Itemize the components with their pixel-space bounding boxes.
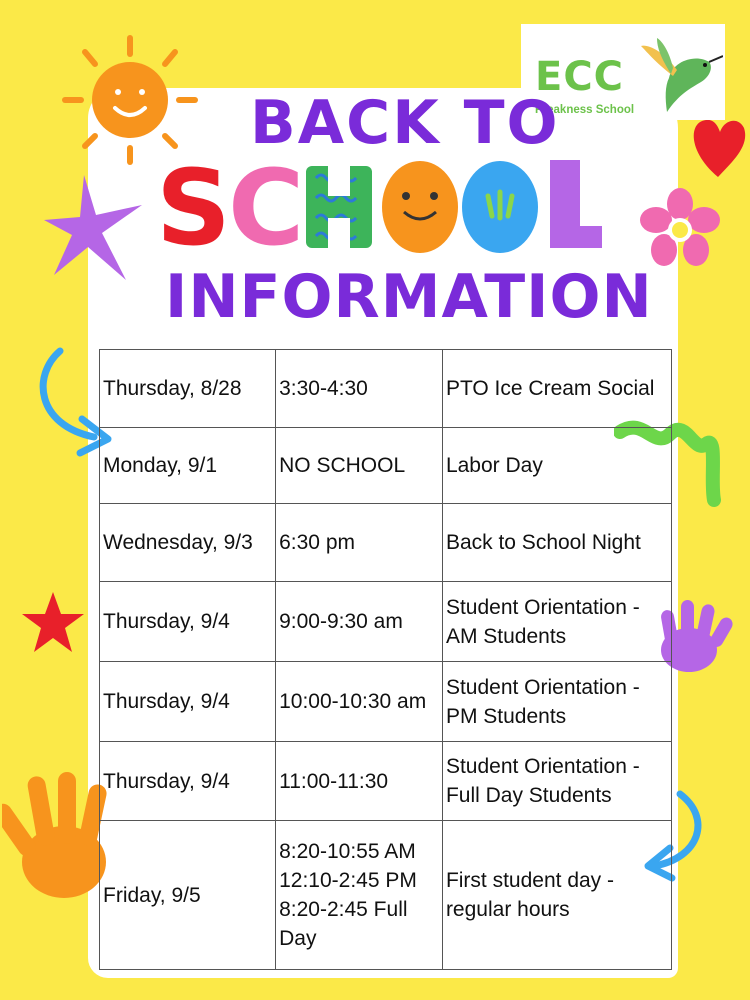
schedule-table [99, 349, 672, 970]
time-cell: 3:30-4:30 [276, 350, 443, 428]
table-row [100, 428, 672, 504]
purple-star-icon [44, 175, 144, 285]
event-cell: Student Orientation - Full Day Students [442, 742, 671, 821]
letter-s: S [156, 152, 231, 262]
date-cell: Wednesday, 9/3 [100, 504, 276, 582]
red-star-icon [20, 590, 86, 656]
table-row [100, 662, 672, 742]
date-cell: Thursday, 9/4 [100, 582, 276, 662]
title-information: INFORMATION [165, 262, 653, 332]
date-cell: Thursday, 9/4 [100, 742, 276, 821]
time-cell: 11:00-11:30 [276, 742, 443, 821]
time-cell: 8:20-10:55 AM 12:10-2:45 PM 8:20-2:45 Full Day [276, 821, 443, 970]
table-row [100, 582, 672, 662]
event-cell: First student day - regular hours [442, 821, 671, 970]
time-cell: NO SCHOOL [276, 428, 443, 504]
time-cell: 10:00-10:30 am [276, 662, 443, 742]
table-row [100, 350, 672, 428]
date-cell: Thursday, 9/4 [100, 662, 276, 742]
date-cell: Thursday, 8/28 [100, 350, 276, 428]
date-cell: Friday, 9/5 [100, 821, 276, 970]
table-row [100, 821, 672, 970]
title-back-to: BACK TO [250, 88, 560, 158]
title-school [156, 152, 606, 262]
table-row [100, 504, 672, 582]
table-row [100, 742, 672, 821]
heart-icon [688, 112, 748, 182]
time-cell: 6:30 pm [276, 504, 443, 582]
event-cell: Student Orientation - AM Students [442, 582, 671, 662]
logo-name: ECC [535, 54, 625, 100]
event-cell: Labor Day [442, 428, 671, 504]
time-cell: 9:00-9:30 am [276, 582, 443, 662]
date-cell: Monday, 9/1 [100, 428, 276, 504]
event-cell: PTO Ice Cream Social [442, 350, 671, 428]
event-cell: Student Orientation - PM Students [442, 662, 671, 742]
hummingbird-icon [639, 36, 723, 116]
event-cell: Back to School Night [442, 504, 671, 582]
flower-icon [640, 188, 720, 268]
letter-c: C [228, 152, 305, 262]
logo-subtitle: Preakness School [535, 104, 635, 116]
